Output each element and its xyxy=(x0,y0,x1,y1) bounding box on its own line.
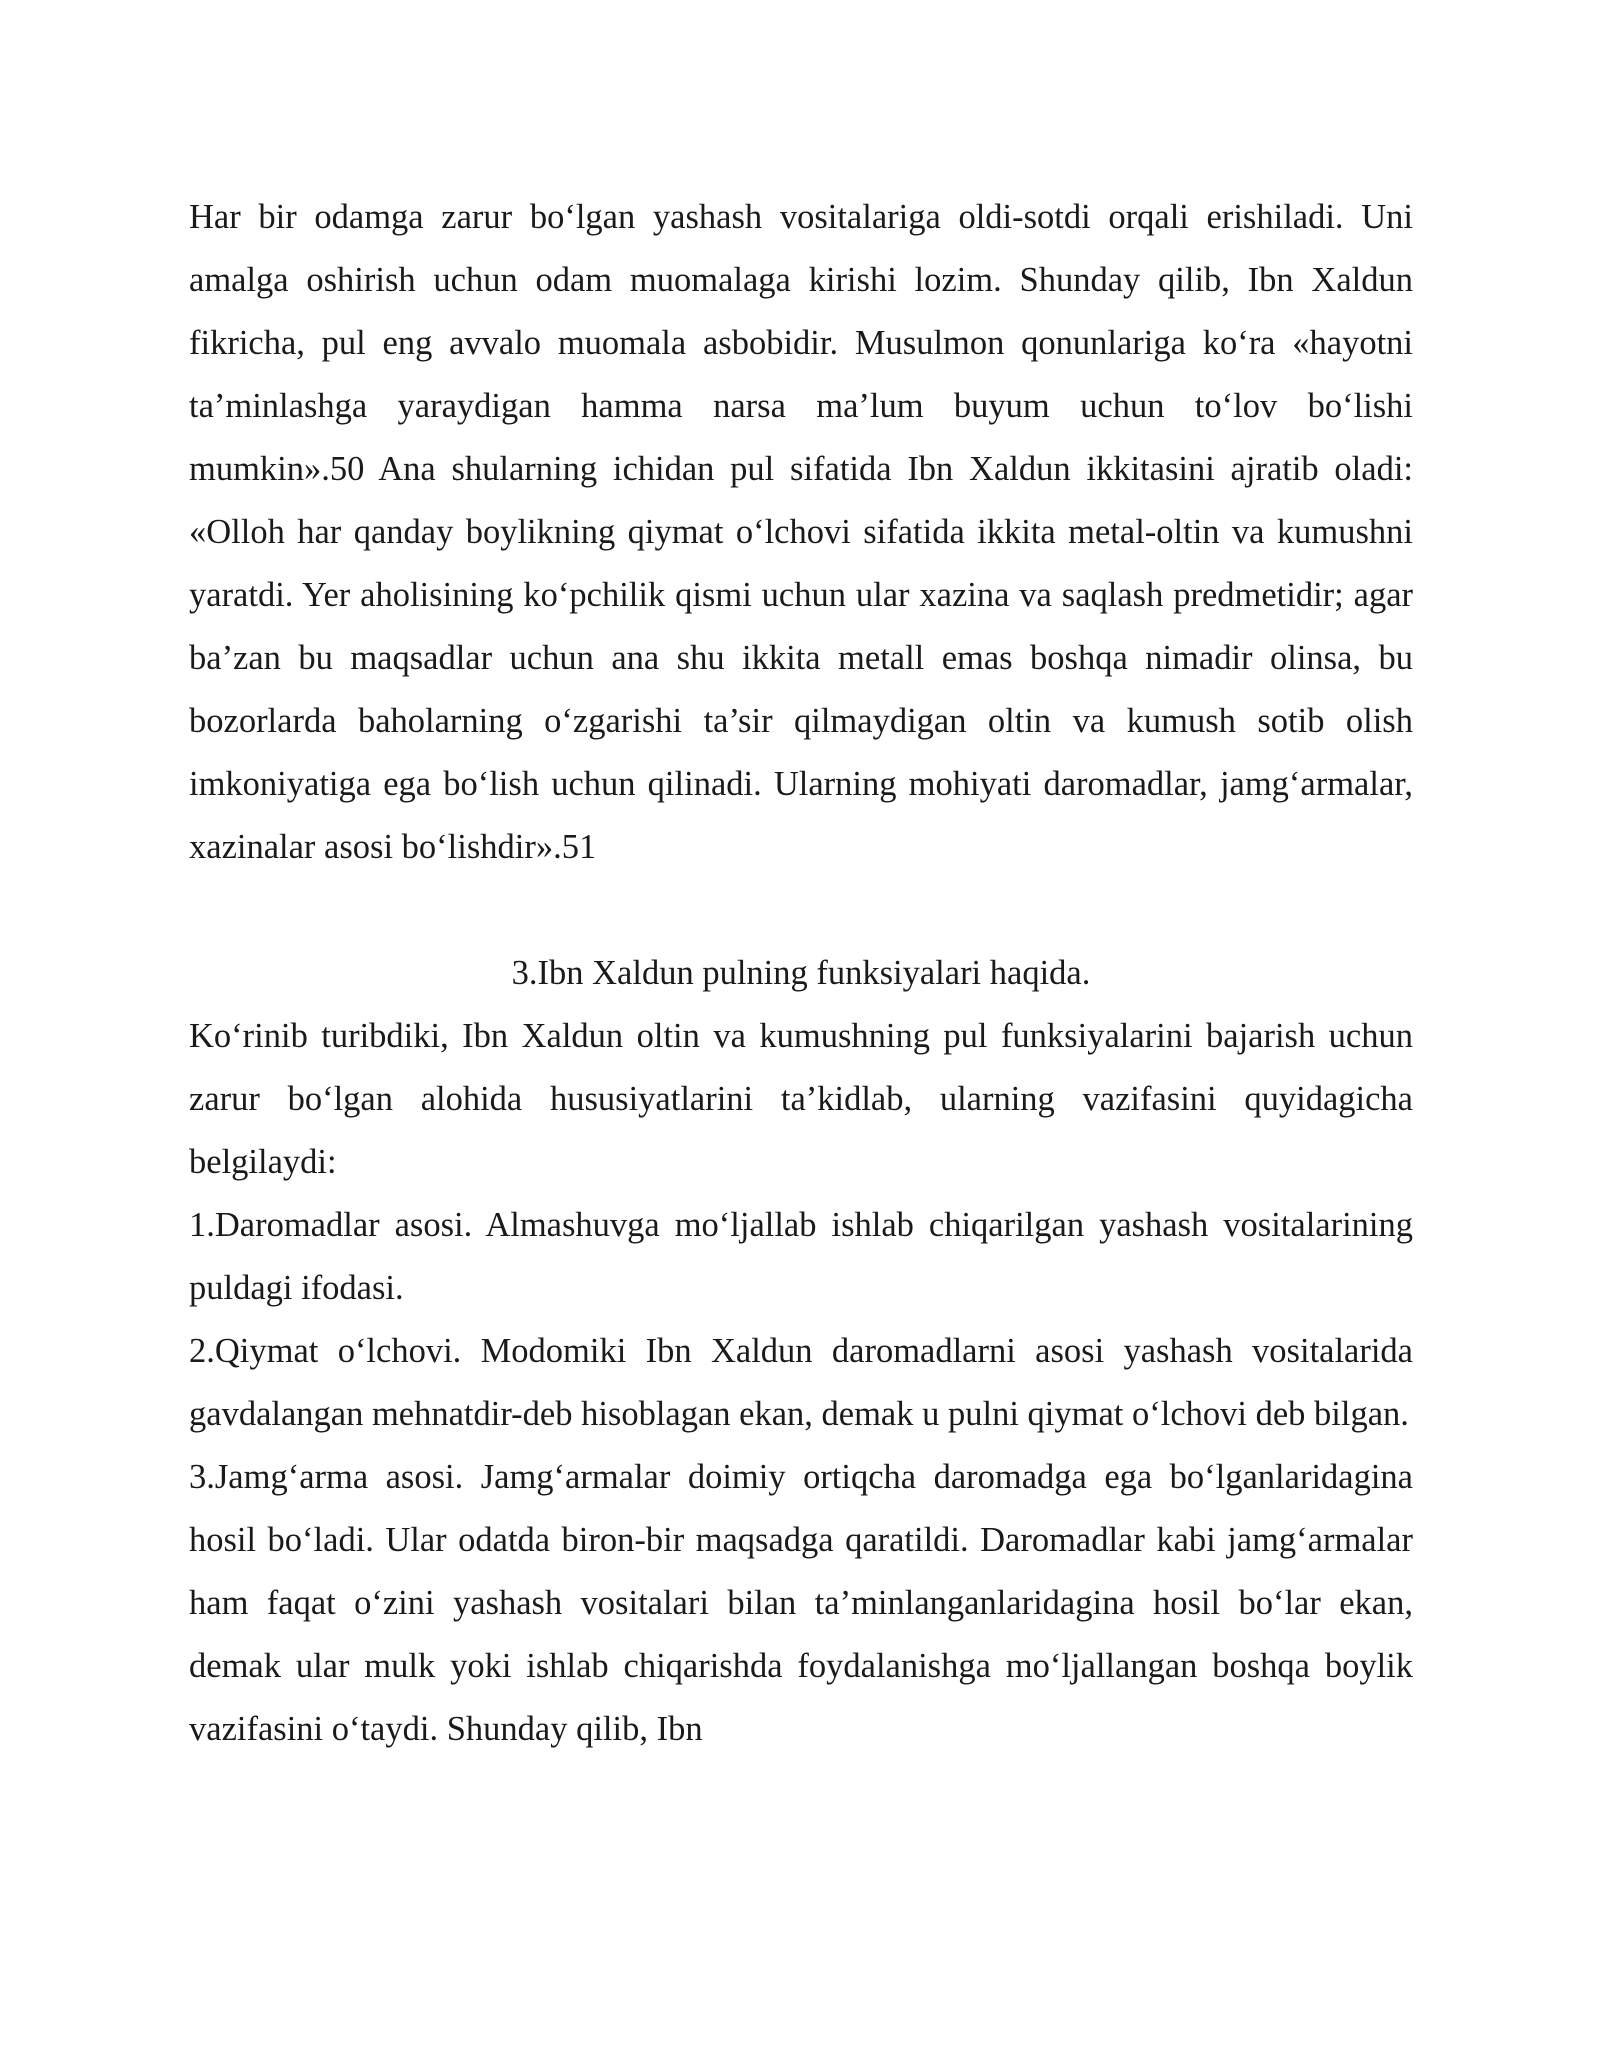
list-item: 1.Daromadlar asosi. Almashuvga mo‘ljallab ishlab chiqarilgan yashash vositalarining puldagi ifodasi. xyxy=(189,1206,1413,1307)
list-item: 2.Qiymat o‘lchovi. Modomiki Ibn Xaldun daromadlarni asosi yashash vositalarida gavdalangan mehnatdir-deb hisoblagan ekan, demak u pulni qiymat o‘lchovi deb bilgan. xyxy=(189,1332,1413,1433)
body-paragraph: Har bir odamga zarur bo‘lgan yashash vositalariga oldi-sotdi orqali erishiladi. Uni amalga oshirish uchun odam muomalaga kirishi lozim. Shunday qilib, Ibn Xaldun fikricha, pul eng avvalo muomala asbobidir. Musulmon qonunlariga ko‘ra «hayotni ta’minlashga yaraydigan hamma narsa ma’lum buyum uchun to‘lov bo‘lishi mumkin».50 Ana shularning ichidan pul sifatida Ibn Xaldun ikkitasini ajratib oladi: «Olloh har qanday boylikning qiymat o‘lchovi sifatida ikkita metal-oltin va kumushni yaratdi. Yer aholisining ko‘pchilik qismi uchun ular xazina va saqlash predmetidir; agar ba’zan bu maqsadlar uchun ana shu ikkita metall emas boshqa nimadir olinsa, bu bozorlarda baholarning o‘zgarishi ta’sir qilmaydigan oltin va kumush sotib olish imkoniyatiga ega bo‘lish uchun qilinadi. Ularning mohiyati daromadlar, jamg‘armalar, xazinalar asosi bo‘lishdir».51 xyxy=(189,198,1413,866)
body-paragraph: Ko‘rinib turibdiki, Ibn Xaldun oltin va kumushning pul funksiyalarini bajarish uchun zarur bo‘lgan alohida hususiyatlarini ta’kidlab, ularning vazifasini quyidagicha belgilaydi: xyxy=(189,1017,1413,1181)
document-body xyxy=(189,186,1413,1761)
list-item: 3.Jamg‘arma asosi. Jamg‘armalar doimiy ortiqcha daromadga ega bo‘lganlaridagina hosil bo‘ladi. Ular odatda biron-bir maqsadga qaratildi. Daromadlar kabi jamg‘armalar ham faqat o‘zini yashash vositalari bilan ta’minlanganlaridagina hosil bo‘lar ekan, demak ular mulk yoki ishlab chiqarishda foydalanishga mo‘ljallangan boshqa boylik vazifasini o‘taydi. Shunday qilib, Ibn xyxy=(189,1458,1413,1748)
section-heading: 3.Ibn Xaldun pulning funksiyalari haqida. xyxy=(511,954,1091,992)
